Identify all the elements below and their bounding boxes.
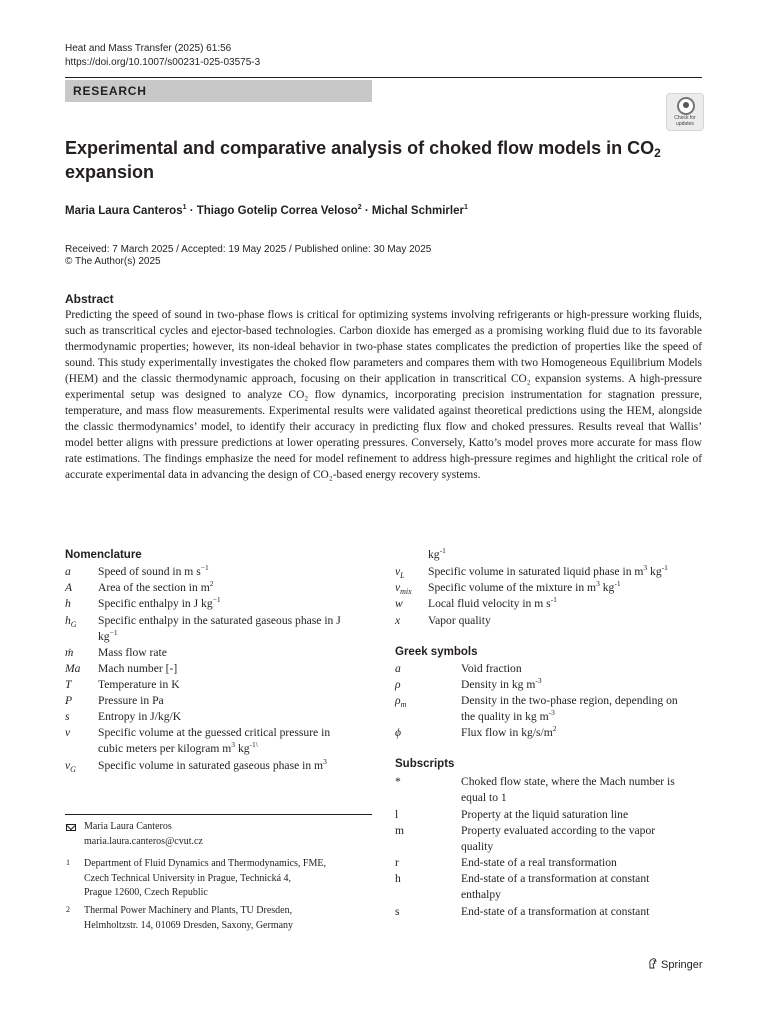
- research-label-bar: [65, 80, 372, 102]
- springer-horse-icon: [648, 958, 658, 969]
- author-name[interactable]: Michal Schmirler: [371, 205, 464, 217]
- nomenclature-heading: Nomenclature: [65, 549, 142, 561]
- greek-symbols-heading: Greek symbols: [395, 646, 478, 658]
- article-title: [65, 136, 665, 184]
- envelope-icon: [66, 824, 76, 831]
- research-label: RESEARCH: [73, 84, 147, 98]
- badge-label: Check for updates: [674, 115, 696, 127]
- affiliation-2: Thermal Power Machinery and Plants, TU Dresden, Helmholtzstr. 14, 01069 Dresden, Saxony, Germany: [84, 905, 294, 931]
- abstract-heading: Abstract: [65, 292, 114, 306]
- doi-link[interactable]: https://doi.org/10.1007/s00231-025-03575-3: [65, 57, 261, 68]
- affiliation-1: Department of Fluid Dynamics and Thermodynamics, FME, Czech Technical University in Prague, Technická 4, Prague 12600, Czech Republic: [84, 858, 326, 898]
- author-name[interactable]: Maria Laura Canteros: [65, 205, 183, 217]
- author-list: Maria Laura Canteros$^1$ · Thiago Gotelip Correa Veloso$^2$ · Michal Schmirler$^1$: [65, 204, 468, 217]
- publication-dates: Received: 7 March 2025 / Accepted: 19 May 2025 / Published online: 30 May 2025 © The Author(s) 2025: [65, 244, 432, 267]
- abstract-text: Predicting the speed of sound in two-phase flows is critical for optimizing systems involving refrigerants or high-pressure working fluids, such as transcritical cycles and ejector-based technologies. Carbon dioxide has emerged as a promising working fluid due to its favorable thermodynamic properties; however, its non-ideal behavior in two-phase states complicates the prediction of properties like the speed of sound. This study experimentally investigates the choked flow parameters and compares them with two Homogeneous Equilibrium Models (HEM) and the classic thermodynamic approach, focusing on their application in transcritical CO₂ expansion systems. A high-pressure experimental setup was designed to analyze CO₂ flow dynamics, incorporating precision instrumentation for stagnation pressure, temperature, and mass flow measurements. Experimental results were validated against theoretical predictions using the HEM, alongside the classic thermodynamics’ model, to identify their accuracy in predicting flux flow and choked pressures. Results reveal that Wallis’ model better aligns with pressure predictions at lower operating pressures. Conversely, Katto’s model proves more accurate for mass flow rate estimations. The findings emphasize the need for model refinement to address high-pressure regimes and highlight the critical role of accurate experimental data in advancing the design of CO₂-based energy recovery systems.: [65, 309, 702, 482]
- title-line2: expansion: [65, 162, 155, 182]
- update-check-icon: [677, 97, 695, 115]
- affiliation-number: 1: [66, 858, 70, 867]
- affiliation-number: 2: [66, 905, 70, 914]
- header-rule: [65, 77, 702, 78]
- check-for-updates-badge[interactable]: [666, 93, 704, 131]
- springer-logo: Springer: [648, 958, 703, 971]
- footnote-rule: [65, 814, 372, 815]
- journal-citation: Heat and Mass Transfer (2025) 61:56: [65, 43, 232, 54]
- author-name[interactable]: Thiago Gotelip Correa Veloso: [196, 205, 358, 217]
- title-subscript: 2: [654, 146, 661, 160]
- subscripts-heading: Subscripts: [395, 758, 455, 770]
- email-link[interactable]: maria.laura.canteros@cvut.cz: [84, 835, 203, 847]
- title-main: Experimental and comparative analysis of choked flow models in CO: [65, 138, 655, 158]
- corresponding-author: Maria Laura Canteros maria.laura.canteros@cvut.cz: [84, 820, 203, 849]
